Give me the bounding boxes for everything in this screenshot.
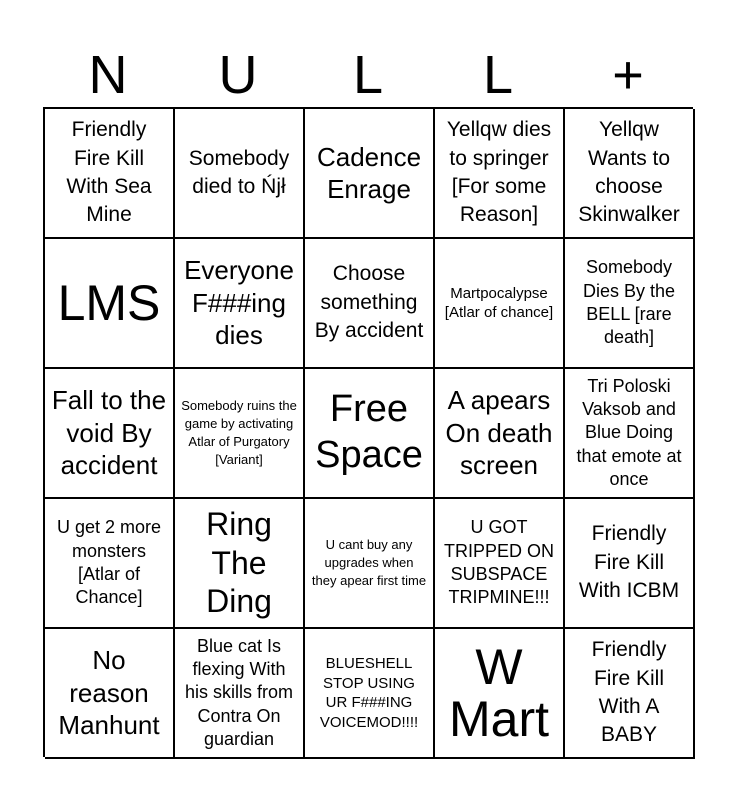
bingo-cell[interactable]: Cadence Enrage — [305, 109, 435, 239]
header-letter-n: N — [88, 45, 128, 105]
bingo-cell[interactable]: Friendly Fire Kill With ICBM — [565, 499, 695, 629]
bingo-cell[interactable]: Tri Poloski Vaksob and Blue Doing that emote at once — [565, 369, 695, 499]
bingo-cell[interactable]: U get 2 more monsters [Atlar of Chance] — [45, 499, 175, 629]
bingo-cell[interactable]: Somebody ruins the game by activating Atlar of Purgatory [Variant] — [175, 369, 305, 499]
free-space-cell[interactable]: Free Space — [305, 369, 435, 499]
bingo-cell[interactable]: Friendly Fire Kill With A BABY — [565, 629, 695, 759]
header-letter-u: U — [218, 45, 258, 105]
bingo-cell[interactable]: Blue cat Is flexing With his skills from Contra On guardian — [175, 629, 305, 759]
bingo-cell[interactable]: BLUESHELL STOP USING UR F###ING VOICEMOD!!!! — [305, 629, 435, 759]
bingo-cell[interactable]: Martpocalypse [Atlar of chance] — [435, 239, 565, 369]
header-letter-plus: + — [612, 45, 644, 105]
bingo-cell[interactable]: Ring The Ding — [175, 499, 305, 629]
bingo-cell[interactable]: Choose something By accident — [305, 239, 435, 369]
bingo-cell[interactable]: A apears On death screen — [435, 369, 565, 499]
bingo-cell[interactable]: Somebody Dies By the BELL [rare death] — [565, 239, 695, 369]
bingo-cell[interactable]: W Mart — [435, 629, 565, 759]
bingo-cell[interactable]: Yellqw Wants to choose Skinwalker — [565, 109, 695, 239]
bingo-cell[interactable]: Everyone F###ing dies — [175, 239, 305, 369]
bingo-grid — [43, 107, 693, 757]
bingo-cell[interactable]: U cant buy any upgrades when they apear first time — [305, 499, 435, 629]
bingo-cell[interactable]: Somebody died to Ńjł — [175, 109, 305, 239]
bingo-cell[interactable]: U GOT TRIPPED ON SUBSPACE TRIPMINE!!! — [435, 499, 565, 629]
header-letter-l1: L — [352, 45, 384, 105]
bingo-cell[interactable]: Fall to the void By accident — [45, 369, 175, 499]
bingo-cell[interactable]: LMS — [45, 239, 175, 369]
bingo-cell[interactable]: Friendly Fire Kill With Sea Mine — [45, 109, 175, 239]
bingo-cell[interactable]: Yellqw dies to springer [For some Reason] — [435, 109, 565, 239]
bingo-header — [43, 42, 693, 108]
bingo-cell[interactable]: No reason Manhunt — [45, 629, 175, 759]
header-letter-l2: L — [482, 45, 514, 105]
